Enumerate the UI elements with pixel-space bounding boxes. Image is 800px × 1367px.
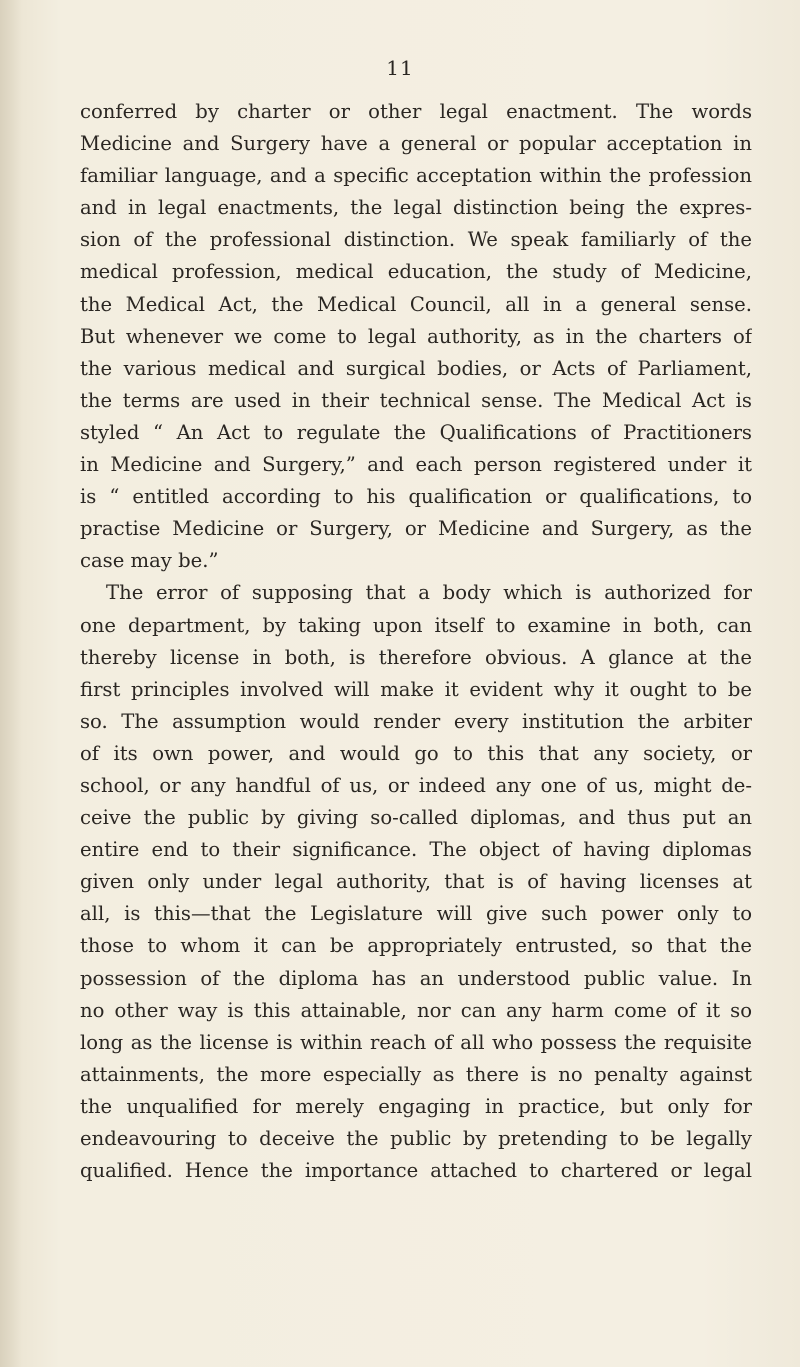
text-line: the terms are used in their technical sense. The Medical Act is: [80, 388, 752, 412]
text-line: endeavouring to deceive the public by pretending to be legally: [80, 1127, 752, 1150]
text-line: the unqualified for merely engaging in practice, but only for: [80, 1094, 752, 1118]
text-line: practise Medicine or Surgery, or Medicine and Surgery, as the: [80, 517, 752, 541]
paragraph-end-line: case may be.”: [80, 549, 219, 573]
text-line: given only under legal authority, that is of having licenses at: [80, 870, 752, 894]
text-line: the various medical and surgical bodies, or Acts of Parliament,: [80, 356, 752, 380]
text-line: familiar language, and a specific acceptation within the profession: [80, 164, 752, 188]
text-line: possession of the diploma has an understood public value. In: [80, 966, 752, 990]
text-line: one department, by taking upon itself to examine in both, can: [80, 613, 752, 637]
page-number: 11: [386, 56, 414, 80]
text-line: ceive the public by giving so-called diplomas, and thus put an: [80, 806, 752, 830]
text-line: medical profession, medical education, the study of Medicine,: [80, 260, 752, 284]
text-line: so. The assumption would render every institution the arbiter: [80, 709, 752, 733]
text-line: school, or any handful of us, or indeed any one of us, might de-: [80, 773, 752, 797]
text-line: the Medical Act, the Medical Council, all in a general sense.: [80, 292, 752, 316]
page-gutter-shadow: [0, 0, 22, 1367]
text-line: attainments, the more especially as there is no penalty against: [80, 1062, 752, 1086]
text-line: in Medicine and Surgery,” and each person registered under it: [80, 453, 752, 477]
text-line: first principles involved will make it evident why it ought to be: [80, 677, 752, 701]
text-line: sion of the professional distinction. We speak familiarly of the: [80, 228, 752, 252]
text-line: But whenever we come to legal authority, as in the charters of: [80, 324, 752, 348]
text-line: entire end to their significance. The object of having diplomas: [80, 838, 752, 862]
text-line: thereby license in both, is therefore obvious. A glance at the: [80, 645, 752, 669]
text-line: and in legal enactments, the legal distinction being the expres-: [80, 196, 752, 220]
text-line: of its own power, and would go to this that any society, or: [80, 741, 752, 765]
text-line: is “ entitled according to his qualification or qualifications, to: [80, 485, 752, 509]
text-line: those to whom it can be appropriately entrusted, so that the: [80, 934, 752, 958]
paragraph-first-line: The error of supposing that a body which is authorized for: [106, 581, 752, 605]
text-line: long as the license is within reach of all who possess the requisite: [80, 1030, 752, 1054]
body-text: [80, 96, 752, 1187]
text-line: Medicine and Surgery have a general or popular acceptation in: [80, 132, 752, 156]
text-line: qualified. Hence the importance attached to chartered or legal: [80, 1159, 752, 1183]
text-line: styled “ An Act to regulate the Qualifications of Practitioners: [80, 420, 752, 444]
text-line: all, is this—that the Legislature will give such power only to: [80, 902, 752, 926]
text-line: conferred by charter or other legal enactment. The words: [80, 100, 752, 123]
text-line: no other way is this attainable, nor can any harm come of it so: [80, 998, 752, 1022]
